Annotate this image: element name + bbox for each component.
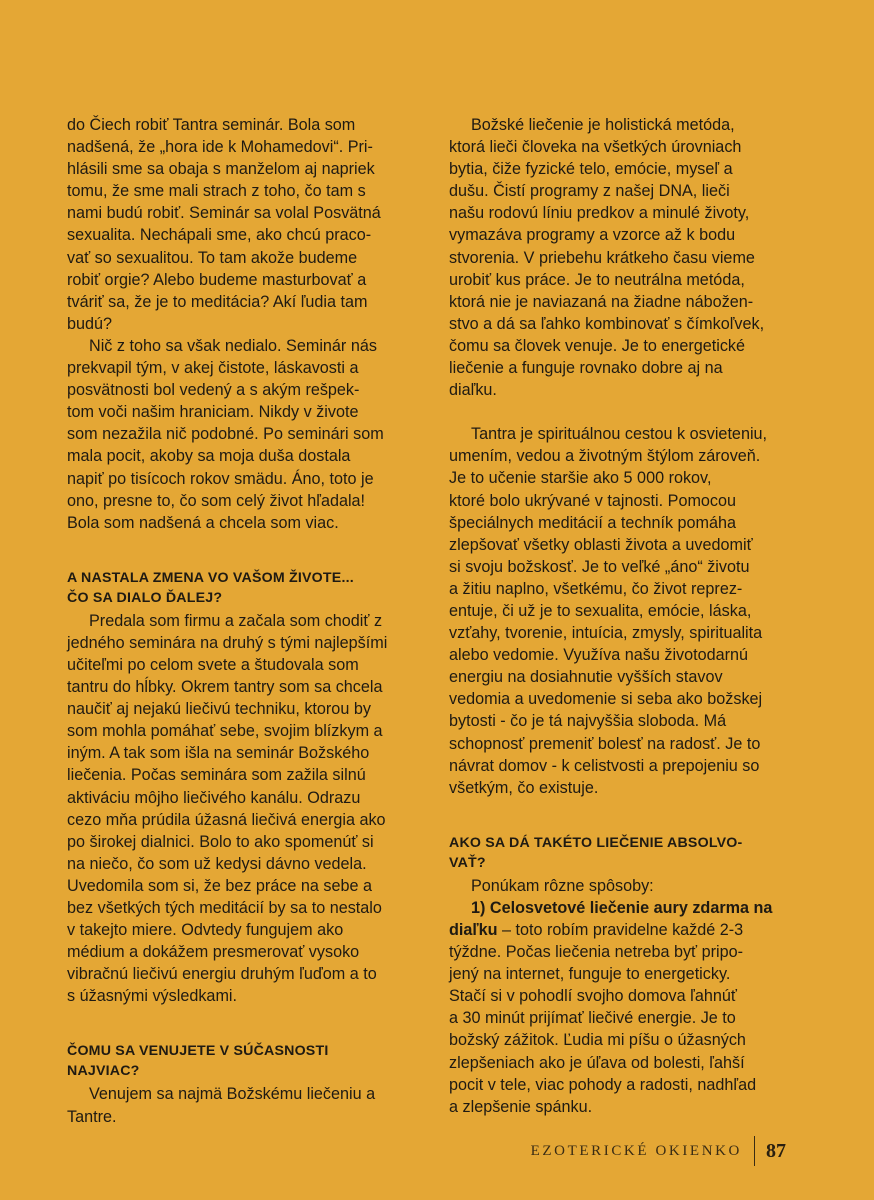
heading-line: AKO SA DÁ TAKÉTO LIEČENIE ABSOLVO- bbox=[449, 834, 743, 851]
heading-line: VAŤ? bbox=[449, 854, 486, 871]
paragraph-line: médium a dokážem presmerovať vysoko bbox=[67, 943, 360, 962]
heading-line: NAJVIAC? bbox=[67, 1063, 140, 1080]
paragraph-line: a žitiu naplno, všetkému, čo život reprez- bbox=[449, 579, 743, 598]
paragraph-line: na niečo, čo som už kedysi dávno vedela. bbox=[67, 854, 367, 873]
paragraph-line: liečenia. Počas seminára som zažila silnú bbox=[67, 766, 366, 785]
paragraph-line: pocit v tele, viac pohody a radosti, nadhľad bbox=[449, 1075, 757, 1094]
paragraph-line: našu rodovú líniu predkov a minulé životy, bbox=[449, 204, 750, 223]
offer-title-line: 1) Celosvetové liečenie aury zdarma na bbox=[471, 898, 773, 917]
footer-divider bbox=[754, 1136, 755, 1166]
paragraph-line: zlepšovať všetky oblasti života a uvedomiť bbox=[449, 535, 753, 554]
left-column bbox=[67, 114, 427, 1128]
paragraph-line: všetkým, čo existuje. bbox=[449, 778, 599, 797]
section-heading bbox=[67, 568, 427, 608]
paragraph-line: Tantre. bbox=[67, 1107, 117, 1126]
paragraph-line: návrat domov - k celistvosti a prepojeniu so bbox=[449, 756, 760, 775]
paragraph-line: bytosti - čo je tá najvyššia sloboda. Má bbox=[449, 712, 727, 731]
paragraph-line: jený na internet, funguje to energeticky. bbox=[449, 965, 731, 984]
paragraph-line: Ponúkam rôzne spôsoby: bbox=[471, 876, 654, 895]
page-number: 87 bbox=[766, 1139, 786, 1162]
paragraph-line: týždne. Počas liečenia netreba byť pripo- bbox=[449, 943, 744, 962]
paragraph-line: energiu na dosiahnutie vyšších stavov bbox=[449, 668, 723, 687]
paragraph-line: liečenie a funguje rovnako dobre aj na bbox=[449, 359, 723, 378]
paragraph-line: vymazáva programy a vzorce až k bodu bbox=[449, 226, 736, 245]
paragraph-line: dušu. Čistí programy z našej DNA, lieči bbox=[449, 182, 730, 201]
paragraph-line: vedomia a uvedomenie si seba ako božskej bbox=[449, 690, 763, 709]
paragraph bbox=[67, 335, 427, 534]
paragraph-line: nadšená, že „hora ide k Mohamedovi“. Pri- bbox=[67, 138, 373, 157]
paragraph-line: čomu sa človek venuje. Je to energetické bbox=[449, 336, 746, 355]
paragraph-line: aktiváciu môjho liečivého kanálu. Odrazu bbox=[67, 788, 361, 807]
section-heading bbox=[449, 833, 814, 873]
paragraph-line: bez všetkých tých meditácií by sa to nestalo bbox=[67, 899, 382, 917]
paragraph-line bbox=[449, 919, 814, 941]
paragraph-line: s úžasnými výsledkami. bbox=[67, 987, 238, 1006]
paragraph bbox=[67, 610, 427, 1008]
paragraph-line: tantru do hĺbky. Okrem tantry som sa chcela bbox=[67, 678, 383, 697]
paragraph-line: Je to učenie staršie ako 5 000 rokov, bbox=[449, 469, 712, 488]
paragraph-line: nami budú robiť. Seminár sa volal Posvätná bbox=[67, 204, 381, 223]
paragraph-line: schopnosť premeniť bolesť na radosť. Je to bbox=[449, 734, 761, 753]
paragraph-line: stvo a dá sa ľahko kombinovať s čímkoľvek, bbox=[449, 314, 765, 333]
paragraph-line: Bola som nadšená a chcela som viac. bbox=[67, 513, 339, 532]
paragraph-line: a 30 minút prijímať liečivé energie. Je to bbox=[449, 1009, 736, 1028]
page-footer bbox=[531, 1136, 786, 1166]
paragraph-line: umením, vedou a životným štýlom zároveň. bbox=[449, 447, 761, 466]
heading-line: A NASTALA ZMENA VO VAŠOM ŽIVOTE... bbox=[67, 569, 354, 586]
paragraph-line: alebo vedomie. Využíva našu životodarnú bbox=[449, 646, 749, 665]
paragraph-line: Predala som firmu a začala som chodiť z bbox=[89, 611, 383, 630]
paragraph-line: špeciálnych meditácií a techník pomáha bbox=[449, 513, 737, 532]
paragraph bbox=[449, 423, 814, 799]
paragraph-line: Venujem sa najmä Božskému liečeniu a bbox=[89, 1085, 376, 1104]
paragraph-line: Tantra je spirituálnou cestou k osvieteniu, bbox=[471, 425, 768, 444]
paragraph-line: Stačí si v pohodlí svojho domova ľahnúť bbox=[449, 987, 737, 1006]
right-column bbox=[449, 114, 814, 1118]
paragraph bbox=[449, 941, 814, 1118]
paragraph-line: Uvedomila som si, že bez práce na sebe a bbox=[67, 876, 373, 895]
paragraph-line: po širokej dialnici. Bolo to ako spomenúť si bbox=[67, 832, 374, 851]
spacer bbox=[67, 534, 427, 556]
paragraph bbox=[67, 1083, 427, 1127]
paragraph-line: robiť orgie? Alebo budeme masturbovať a bbox=[67, 270, 367, 289]
spacer bbox=[449, 799, 814, 821]
paragraph-line: tom voči našim hraniciam. Nikdy v živote bbox=[67, 403, 359, 422]
paragraph-line: urobiť kus práce. Je to neutrálna metóda, bbox=[449, 270, 745, 289]
paragraph-line: bytia, čiže fyzické telo, emócie, myseľ a bbox=[449, 160, 733, 179]
offer-description-start: – toto robím pravidelne každé 2-3 bbox=[497, 921, 744, 939]
paragraph bbox=[449, 114, 814, 401]
paragraph-line: budú? bbox=[67, 314, 113, 333]
heading-line: ČOMU SA VENUJETE V SÚČASNOSTI bbox=[67, 1043, 329, 1060]
paragraph-line: ktoré bolo ukrývané v tajnosti. Pomocou bbox=[449, 491, 737, 510]
paragraph-line: hlásili sme sa obaja s manželom aj napriek bbox=[67, 160, 375, 179]
paragraph-line: Božské liečenie je holistická metóda, bbox=[471, 116, 735, 134]
paragraph-line: som mohla pomáhať sebe, svojim blízkym a bbox=[67, 722, 383, 741]
paragraph-line: zlepšeniach ako je úľava od bolesti, ľahší bbox=[449, 1053, 745, 1072]
paragraph-line: ono, presne to, čo som celý život hľadala! bbox=[67, 491, 366, 510]
section-name: EZOTERICKÉ OKIENKO bbox=[530, 1142, 742, 1159]
paragraph-line: prekvapil tým, v akej čistote, láskavosti a bbox=[67, 359, 359, 378]
paragraph-line: mala pocit, akoby sa moja duša dostala bbox=[67, 447, 351, 466]
spacer bbox=[67, 1007, 427, 1029]
paragraph-line: v takejto miere. Odvtedy fungujem ako bbox=[67, 921, 344, 940]
paragraph-line: a zlepšenie spánku. bbox=[449, 1097, 593, 1116]
paragraph-line: do Čiech robiť Tantra seminár. Bola som bbox=[67, 116, 356, 134]
paragraph-line: naučiť aj nejakú liečivú techniku, ktorou by bbox=[67, 700, 371, 719]
offer-title-end: diaľku bbox=[449, 921, 498, 939]
paragraph-line: posvätnosti bol vedený a s akým rešpek- bbox=[67, 381, 360, 400]
paragraph-line: iným. A tak som išla na seminár Božského bbox=[67, 744, 370, 763]
paragraph-line: Nič z toho sa však nedialo. Seminár nás bbox=[89, 336, 377, 355]
paragraph-line: jedného seminára na druhý s tými najlepšími bbox=[67, 633, 388, 652]
paragraph-line: ktorá lieči človeka na všetkých úrovniach bbox=[449, 138, 742, 157]
section-heading bbox=[67, 1041, 427, 1081]
paragraph-line: napiť po tisícoch rokov smädu. Áno, toto je bbox=[67, 469, 374, 488]
paragraph-line: cezo mňa prúdila úžasná liečivá energia ako bbox=[67, 810, 386, 829]
paragraph bbox=[67, 114, 427, 335]
paragraph-line: božský zážitok. Ľudia mi píšu o úžasných bbox=[449, 1031, 746, 1050]
paragraph-line: entuje, či už je to sexualita, emócie, láska, bbox=[449, 601, 752, 620]
paragraph-line: vibračnú liečivú energiu druhým ľuďom a to bbox=[67, 965, 377, 984]
spacer bbox=[449, 401, 814, 423]
paragraph-line: tváriť sa, že je to meditácia? Akí ľudia tam bbox=[67, 292, 368, 311]
paragraph-line: vzťahy, tvorenie, intuícia, zmysly, spiritualita bbox=[449, 624, 763, 643]
paragraph-line: sexualita. Nechápali sme, ako chcú praco- bbox=[67, 226, 372, 245]
paragraph-line: som nezažila nič podobné. Po seminári som bbox=[67, 425, 384, 444]
paragraph-line: učiteľmi po celom svete a študovala som bbox=[67, 655, 359, 674]
paragraph-line: ktorá nie je naviazaná na žiadne nábožen- bbox=[449, 292, 754, 311]
heading-line: ČO SA DIALO ĎALEJ? bbox=[67, 589, 223, 606]
paragraph-line: tomu, že sme mali strach z toho, čo tam s bbox=[67, 182, 366, 201]
paragraph-line: vať so sexualitou. To tam akože budeme bbox=[67, 248, 358, 267]
paragraph-line: stvorenia. V priebehu krátkeho času vieme bbox=[449, 248, 755, 267]
paragraph-line: si svoju božskosť. Je to veľké „áno“ životu bbox=[449, 557, 750, 576]
paragraph-line: diaľku. bbox=[449, 381, 497, 400]
